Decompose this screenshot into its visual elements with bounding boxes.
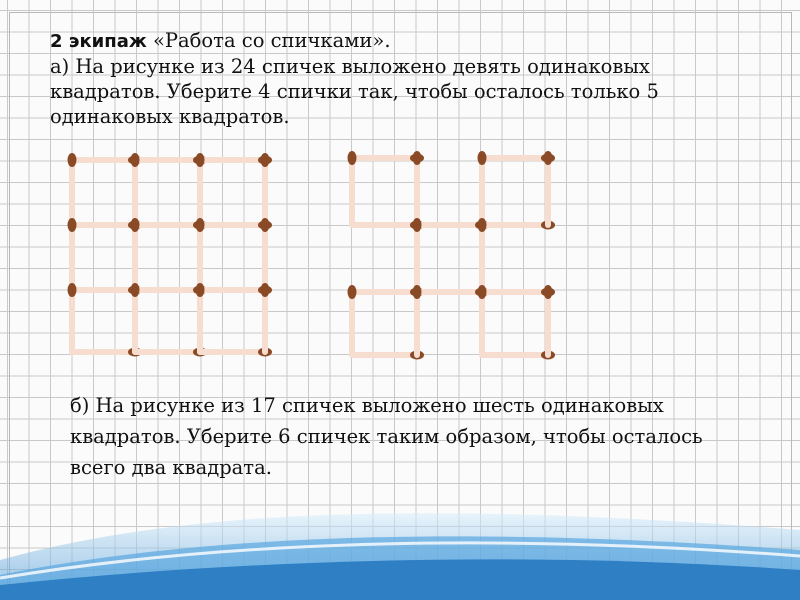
match-b-h <box>352 351 424 360</box>
decorative-wave <box>0 490 800 600</box>
match-a-v <box>68 218 77 290</box>
match-a-h <box>200 348 272 357</box>
match-a-v <box>131 283 140 352</box>
crew-label: 2 экипаж <box>50 31 147 52</box>
task-b-block <box>70 390 790 483</box>
task-a-line-2: квадратов. Уберите 4 спички так, чтобы осталось только 5 <box>50 80 659 103</box>
match-a-v <box>68 153 77 225</box>
match-a-v <box>261 153 270 225</box>
task-title: «Работа со спичками». <box>153 29 391 52</box>
task-b-line-1: б) На рисунке из 17 спичек выложено шесть одинаковых <box>70 394 664 417</box>
task-a-line-1: а) На рисунке из 24 спичек выложено девять одинаковых <box>50 55 650 78</box>
match-b-v <box>348 285 357 355</box>
match-a-v <box>196 283 205 352</box>
task-b-line-2: квадратов. Уберите 6 спичек таким образом, чтобы осталось <box>70 425 703 448</box>
task-b-line-3: всего два квадрата. <box>70 456 272 479</box>
match-b-v <box>413 151 422 225</box>
match-b-v <box>348 151 357 225</box>
match-a-v <box>261 218 270 290</box>
match-a-v <box>131 218 140 290</box>
match-a-v <box>261 283 270 352</box>
match-a-h <box>72 348 142 357</box>
match-a-v <box>196 153 205 225</box>
match-b-v <box>413 285 422 355</box>
match-b-v <box>478 151 487 225</box>
match-a-v <box>196 218 205 290</box>
match-b-h <box>482 351 555 360</box>
match-b-v <box>478 218 487 292</box>
match-b-v <box>544 151 553 225</box>
match-b-v <box>413 218 422 292</box>
match-b-v <box>544 285 553 355</box>
match-b-v <box>478 285 487 355</box>
match-a-v <box>131 153 140 225</box>
match-a-h <box>135 348 207 357</box>
match-a-v <box>68 283 77 352</box>
task-a-line-3: одинаковых квадратов. <box>50 105 290 128</box>
match-b-h <box>482 221 555 230</box>
